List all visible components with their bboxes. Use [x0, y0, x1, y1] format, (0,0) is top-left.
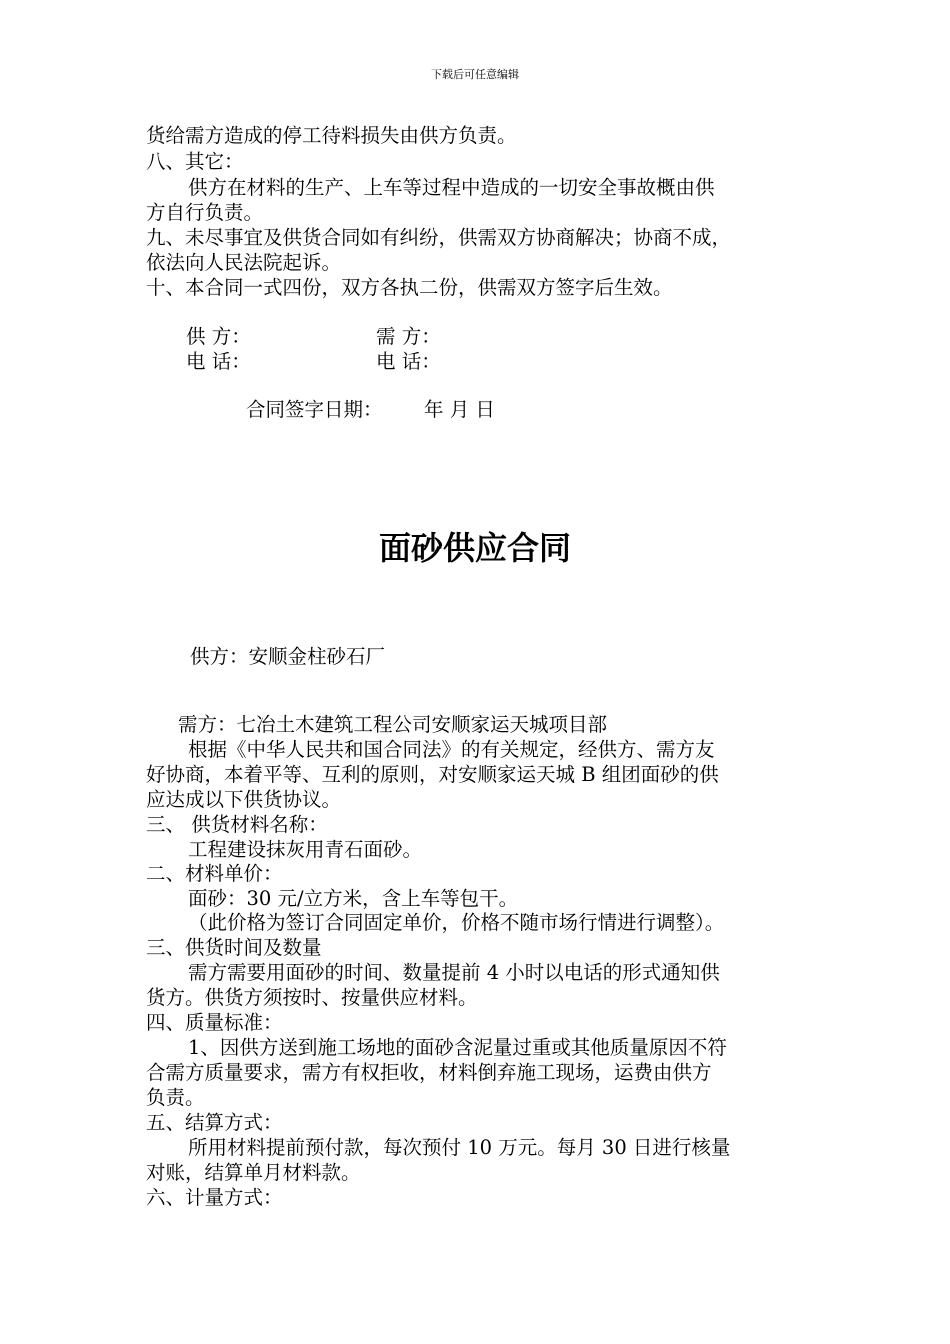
clause-text: 工程建设抹灰用青石面砂。: [188, 838, 423, 861]
clause-text: 所用材料提前预付款，每次预付 10 万元。每月 30 日进行核量: [188, 1136, 731, 1159]
clause-text: 十、本合同一式四份，双方各执二份，供需双方签字后生效。: [146, 276, 673, 299]
section-heading: 五、结算方式：: [146, 1111, 283, 1134]
section-heading: 三、 供货材料名称：: [146, 813, 328, 836]
intro-text: 好协商，本着平等、互利的原则，对安顺家运天城 B 组团面砂的供: [146, 763, 719, 786]
clause-note: （此价格为签订合同固定单价，价格不随市场行情进行调整）。: [188, 911, 725, 934]
sign-date-label: 合同签字日期：: [246, 398, 383, 421]
clause-text: 合需方质量要求，需方有权拒收，材料倒弃施工现场，运费由供方: [146, 1061, 712, 1084]
clause-text: 需方需要用面砂的时间、数量提前 4 小时以电话的形式通知供: [188, 961, 720, 984]
supplier-phone-label: 电 话：: [186, 350, 251, 373]
clause-text: 负责。: [146, 1086, 205, 1109]
section-heading: 二、材料单价：: [146, 862, 283, 885]
contract-buyer: 需方：七冶土木建筑工程公司安顺家运天城项目部: [178, 713, 608, 736]
clause-text: 面砂：30 元/立方米，含上车等包干。: [188, 887, 519, 910]
section-heading: 四、质量标准：: [146, 1011, 283, 1034]
clause-text: 货方。供货方须按时、按量供应材料。: [146, 986, 478, 1009]
clause-text: 对账，结算单月材料款。: [146, 1161, 361, 1184]
clause-text: 1、因供方送到施工场地的面砂含泥量过重或其他质量原因不符: [188, 1036, 727, 1059]
contract-supplier: 供方：安顺金柱砂石厂: [190, 645, 386, 668]
sign-date-ymd: 年 月 日: [424, 398, 495, 421]
section-heading: 三、供货时间及数量: [146, 936, 322, 959]
clause-text: 依法向人民法院起诉。: [146, 251, 342, 274]
supplier-label: 供 方：: [186, 325, 251, 348]
buyer-phone-label: 电 话：: [376, 350, 441, 373]
clause-text: 供方在材料的生产、上车等过程中造成的一切安全事故概由供: [188, 176, 715, 199]
intro-text: 根据《中华人民共和国合同法》的有关规定，经供方、需方友: [188, 738, 715, 761]
page-header-note: 下载后可任意编辑: [431, 68, 519, 81]
section-heading: 八、其它：: [146, 150, 244, 173]
contract-title: 面砂供应合同: [378, 529, 571, 567]
buyer-label: 需 方：: [376, 325, 441, 348]
section-heading: 六、计量方式：: [146, 1186, 283, 1209]
clause-text: 货给需方造成的停工待料损失由供方负责。: [146, 124, 517, 147]
intro-text: 应达成以下供货协议。: [146, 788, 342, 811]
clause-text: 方自行负责。: [146, 201, 264, 224]
clause-text: 九、未尽事宜及供货合同如有纠纷，供需双方协商解决；协商不成，: [146, 226, 732, 249]
